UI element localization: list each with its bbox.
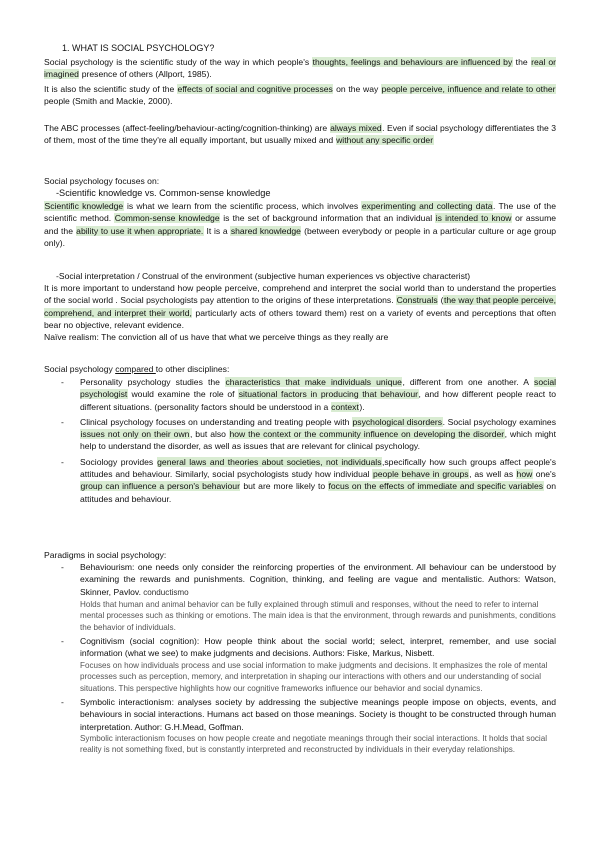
compared-heading — [44, 363, 556, 375]
text-run: people (Smith and Mackie, 2000). — [44, 96, 173, 107]
highlight: issues not only on their own — [80, 429, 190, 440]
text-run: or assume and the — [44, 213, 557, 236]
text-run: presence of others (Allport, 1985). — [79, 69, 212, 80]
text-run: Clinical psychology focuses on understanding and treating people with — [80, 416, 353, 427]
highlight: Construals — [396, 295, 438, 306]
text-run: is what we learn from the scientific process, which involves — [123, 201, 362, 211]
text-run: is the set of background information that an individual — [220, 213, 436, 224]
text-run: , and how different people react to different situations. (personality factors should be understood in a — [80, 389, 556, 412]
behaviourism-note: Holds that human and animal behavior can be fully explained through stimuli and responses, without the need to refer to internal mental processes such as thinking or emotions. The main idea is that the environment, through rewards and punishments, conditions the behavior of individuals. — [80, 599, 556, 632]
text-run: Social psychology — [44, 364, 116, 374]
text-run: . The use of the scientific method. — [44, 201, 556, 224]
paradigms-list — [44, 561, 556, 756]
highlight: context — [331, 401, 359, 412]
list-item-cognitivism — [44, 635, 556, 694]
text-run: would examine the role of — [127, 389, 239, 400]
highlight: without any specific order — [336, 135, 434, 146]
focus-heading: Social psychology focuses on: — [44, 176, 160, 186]
paradigms-heading: Paradigms in social psychology: — [44, 550, 167, 560]
margin-note: conductismo — [140, 587, 189, 597]
text-run: Behaviourism: one needs only consider the reinforcing properties of the environment. All behaviour can be understood by examining the rewards and punishments. Cognition, thinking, and feeling are vague and mentalistic. Authors: Watson, Skinner, Pavlov. — [80, 562, 556, 597]
highlight: always mixed — [330, 123, 382, 133]
behaviourism-text — [80, 561, 556, 599]
text-run: , which might help to understand the disorder, as well as issues that are relevant for clinical psychology. — [80, 429, 556, 452]
text-run: Sociology provides — [80, 456, 157, 467]
list-item-sociology — [44, 456, 556, 505]
text-run: , different from one another. A — [402, 377, 534, 387]
text-run: one's — [532, 469, 556, 480]
highlight: how — [516, 469, 533, 480]
highlight: Common-sense knowledge — [114, 213, 220, 224]
highlight: effects of social and cognitive processes — [177, 84, 333, 94]
section-title: 1. WHAT IS SOCIAL PSYCHOLOGY? — [62, 43, 215, 53]
highlight: social psychologist — [80, 377, 557, 400]
text-run: the — [512, 57, 531, 67]
text-run: Social psychology is the scientific study of the way in which people's — [44, 57, 313, 67]
text-run: ). — [359, 401, 365, 412]
list-item-symbolic — [44, 696, 556, 756]
underlined-text: compared — [115, 364, 156, 374]
highlight: is intended to know — [435, 213, 512, 224]
text-run: Personality psychology studies the — [80, 377, 225, 387]
text-run: It is more important to understand how people perceive, comprehend and interpret the social world than to understand the properties of the social world . Social psychologists pay attention to the origins of these interpretations. — [44, 283, 556, 306]
highlight: people perceive, influence and relate to other — [381, 84, 556, 94]
text-run: on the way — [333, 84, 382, 94]
text-run: The ABC processes (affect-feeling/behaviour-acting/cognition-thinking) are — [44, 123, 330, 133]
text-run: particularly acts of others toward them) rest on a variety of events and perceptions that often bear no objective, relevant evidence. — [44, 307, 556, 330]
list-item-behaviourism — [44, 561, 556, 633]
symbolic-text: - Symbolic interactionism: analyses society by addressing the subjective meanings people impose on objects, events, and behaviours in social interactions. Humans act based on those meanings. Society is thought to be constructed through human interpretation. Author: G.H.Mead, Goffman. — [80, 696, 556, 732]
text-run: ,specifically how such groups affect people's attitudes and behaviour. Similarly, social psychologists study how individual — [80, 456, 556, 480]
text-run: but are more likely to — [240, 481, 328, 492]
text-run: , but also — [189, 429, 229, 440]
highlight: situational factors in producing that behaviour — [238, 389, 419, 400]
text-run: . Social psychology examines — [442, 416, 557, 427]
list-item-clinical — [44, 416, 556, 453]
interpretation-subheading: -Social interpretation / Construal of the environment (subjective human experiences vs objective characterist) — [56, 271, 471, 281]
highlight: focus on the effects of immediate and specific variables — [328, 481, 544, 492]
highlight: ability to use it when appropriate. — [76, 225, 204, 236]
text-run: It is also the scientific study of the — [44, 84, 178, 94]
highlight: how the context or the community influence on developing the disorder — [229, 429, 505, 440]
scientific-paragraph — [44, 200, 556, 249]
highlight: Scientific knowledge — [44, 201, 124, 211]
list-item-personality — [44, 376, 556, 413]
text-run: . Even if social psychology differentiates the 3 of them, most of the time they're all equally important, but usually mixed and — [44, 123, 556, 146]
highlight: general laws and theories about societies, not individuals — [157, 456, 382, 467]
text-run: to other disciplines: — [155, 364, 230, 374]
disciplines-list — [44, 376, 556, 505]
highlight: shared knowledge — [230, 225, 301, 236]
interpretation-paragraph — [44, 282, 556, 331]
cognitivism-note: Focuses on how individuals process and use social information to make judgments and decisions. It emphasizes the role of mental processes such as perception, memory, and interpretation in shaping our interactions with others and our understanding of social situations. This perspective highlights how our cognitive frameworks influence our behavior and social dynamics. — [80, 660, 548, 693]
symbolic-note: Symbolic interactionism focuses on how people create and negotiate meanings through their social interactions. It holds that social reality is not something fixed, but is constantly interpreted and reconstructed by individuals in their everyday relationships. — [80, 733, 548, 755]
naive-realism: Naïve realism: The conviction all of us have that what we perceive things as they really are — [44, 332, 389, 342]
cognitivism-text: - Cognitivism (social cognition): How people think about the social world; select, interpret, remember, and use social information (what we see) to make judgments and decisions. Authors: Fiske, Markus, Nisbett. — [80, 636, 556, 659]
definition-paragraph-1 — [44, 56, 556, 81]
scientific-subheading: -Scientific knowledge vs. Common-sense knowledge — [56, 188, 271, 198]
text-run: ( — [438, 295, 444, 306]
highlight: experimenting and collecting data — [361, 201, 493, 211]
highlight: group can influence a person's behaviour — [80, 481, 240, 492]
highlight: the way that people perceive, comprehend, and interpret their world, — [44, 295, 557, 318]
highlight: characteristics that make individuals unique — [225, 377, 402, 387]
highlight: thoughts, feelings and behaviours are influenced by — [312, 57, 513, 67]
definition-paragraph-2 — [44, 83, 556, 108]
abc-paragraph — [44, 122, 556, 147]
highlight: people behave in groups — [372, 469, 469, 480]
highlight: real or imagined — [44, 57, 556, 80]
highlight: psychological disorders — [352, 416, 443, 427]
text-run: It is a — [203, 225, 231, 236]
text-run: on attitudes and behaviour. — [80, 481, 556, 504]
text-run: (between everybody or people in a particular culture or age group only). — [44, 225, 557, 248]
text-run: , as well as — [469, 469, 517, 480]
